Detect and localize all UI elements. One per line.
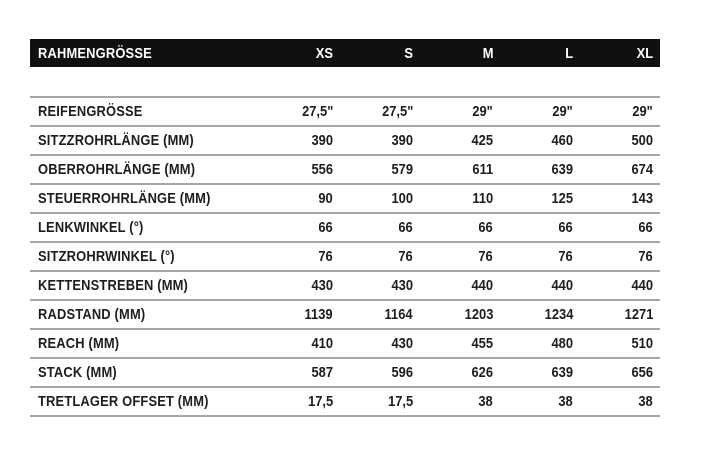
row-value-text: 480 <box>551 335 573 352</box>
row-value-text: 611 <box>472 161 493 178</box>
row-value-text: 66 <box>478 219 493 236</box>
row-value <box>333 133 413 148</box>
row-value-text: 29" <box>632 103 653 120</box>
row-value <box>253 278 333 293</box>
row-value-text: 1271 <box>624 306 653 323</box>
row-label-text: REACH (MM) <box>38 335 120 352</box>
header-spacer <box>30 67 660 96</box>
row-value <box>493 220 573 235</box>
row-value <box>493 336 573 351</box>
header-col-l <box>493 46 573 61</box>
row-label-text: SITZZROHRLÄNGE (MM) <box>38 132 194 149</box>
row-value-text: 90 <box>318 190 333 207</box>
row-label <box>30 365 253 380</box>
row-value-text: 66 <box>558 219 573 236</box>
row-value-text: 440 <box>471 277 493 294</box>
table-row <box>30 154 660 183</box>
row-value <box>253 336 333 351</box>
table-row <box>30 96 660 125</box>
table-row <box>30 241 660 270</box>
row-label <box>30 336 253 351</box>
row-value <box>333 394 413 409</box>
row-value-text: 430 <box>391 335 413 352</box>
row-value <box>253 162 333 177</box>
row-label <box>30 133 253 148</box>
table-row <box>30 183 660 212</box>
row-value-text: 76 <box>398 248 413 265</box>
row-value <box>493 191 573 206</box>
row-value <box>493 133 573 148</box>
header-label <box>30 46 253 61</box>
row-label <box>30 162 253 177</box>
table-body <box>30 96 660 417</box>
row-label <box>30 307 253 322</box>
row-value-text: 460 <box>551 132 573 149</box>
row-value <box>413 365 493 380</box>
row-value <box>573 249 653 264</box>
header-col-text: M <box>482 44 493 62</box>
row-value-text: 38 <box>478 393 493 410</box>
row-value-text: 639 <box>551 161 573 178</box>
row-value <box>253 249 333 264</box>
row-value-text: 425 <box>471 132 493 149</box>
row-value-text: 110 <box>472 190 493 207</box>
row-value <box>413 249 493 264</box>
row-value <box>573 336 653 351</box>
row-value <box>413 104 493 119</box>
row-value <box>413 394 493 409</box>
geometry-table <box>30 39 660 417</box>
row-value-text: 455 <box>471 335 493 352</box>
row-value <box>573 220 653 235</box>
row-value-text: 29" <box>552 103 573 120</box>
table-row <box>30 299 660 328</box>
row-value-text: 66 <box>638 219 653 236</box>
header-label-text: RAHMENGRÖSSE <box>38 44 152 62</box>
row-value-text: 1234 <box>544 306 573 323</box>
row-value-text: 38 <box>558 393 573 410</box>
row-value <box>413 307 493 322</box>
row-label-text: LENKWINKEL (°) <box>38 219 144 236</box>
row-value <box>333 278 413 293</box>
table-row <box>30 270 660 299</box>
row-value <box>413 220 493 235</box>
row-value-text: 27,5" <box>301 103 333 120</box>
header-col-m <box>413 46 493 61</box>
row-value-text: 579 <box>391 161 413 178</box>
row-value <box>333 191 413 206</box>
header-col-text: XL <box>636 44 653 62</box>
row-label <box>30 278 253 293</box>
row-value <box>493 278 573 293</box>
table-row <box>30 125 660 154</box>
row-label-text: TRETLAGER OFFSET (MM) <box>38 393 209 410</box>
row-value-text: 76 <box>558 248 573 265</box>
row-label-text: OBERROHRLÄNGE (MM) <box>38 161 196 178</box>
row-value <box>333 249 413 264</box>
row-value-text: 27,5" <box>381 103 413 120</box>
row-value <box>493 162 573 177</box>
row-value-text: 76 <box>318 248 333 265</box>
row-value <box>413 191 493 206</box>
row-value <box>333 336 413 351</box>
row-value <box>413 278 493 293</box>
row-value <box>333 104 413 119</box>
row-value-text: 76 <box>638 248 653 265</box>
row-label-text: RADSTAND (MM) <box>38 306 146 323</box>
row-value <box>253 104 333 119</box>
table-row <box>30 212 660 241</box>
row-value <box>493 104 573 119</box>
row-value-text: 38 <box>638 393 653 410</box>
row-value <box>493 394 573 409</box>
table-row <box>30 386 660 415</box>
row-value-text: 76 <box>478 248 493 265</box>
row-label <box>30 394 253 409</box>
row-label <box>30 249 253 264</box>
row-value-text: 390 <box>311 132 333 149</box>
row-value-text: 674 <box>631 161 653 178</box>
row-value-text: 510 <box>631 335 653 352</box>
row-value-text: 626 <box>471 364 493 381</box>
row-value <box>413 162 493 177</box>
row-value <box>333 162 413 177</box>
row-value <box>573 162 653 177</box>
row-value <box>333 220 413 235</box>
row-value-text: 1203 <box>464 306 493 323</box>
row-value <box>573 394 653 409</box>
row-value-text: 66 <box>398 219 413 236</box>
row-label-text: REIFENGRÖSSE <box>38 103 143 120</box>
row-label <box>30 104 253 119</box>
row-value-text: 410 <box>311 335 333 352</box>
row-value-text: 656 <box>631 364 653 381</box>
row-value <box>413 336 493 351</box>
row-value-text: 639 <box>551 364 573 381</box>
row-value <box>493 249 573 264</box>
header-col-s <box>333 46 413 61</box>
row-label <box>30 220 253 235</box>
table-header-row <box>30 39 660 67</box>
header-col-text: L <box>565 44 573 62</box>
row-value <box>333 307 413 322</box>
row-value-text: 17,5 <box>307 393 333 410</box>
row-value <box>253 394 333 409</box>
row-value <box>333 365 413 380</box>
row-value-text: 1139 <box>305 306 333 323</box>
row-value-text: 29" <box>472 103 493 120</box>
row-value <box>413 133 493 148</box>
row-value <box>253 191 333 206</box>
row-value-text: 17,5 <box>387 393 413 410</box>
table-row <box>30 357 660 386</box>
row-value <box>253 133 333 148</box>
row-value-text: 125 <box>551 190 573 207</box>
row-value-text: 1164 <box>385 306 413 323</box>
row-value-text: 587 <box>311 364 333 381</box>
header-col-xl <box>573 46 653 61</box>
row-value-text: 596 <box>391 364 413 381</box>
row-value <box>573 365 653 380</box>
row-value <box>573 133 653 148</box>
row-value <box>493 365 573 380</box>
row-value <box>253 307 333 322</box>
row-value <box>573 307 653 322</box>
row-value <box>253 220 333 235</box>
table-row <box>30 328 660 357</box>
row-value-text: 100 <box>391 190 413 207</box>
row-label <box>30 191 253 206</box>
row-value <box>493 307 573 322</box>
row-value-text: 143 <box>631 190 653 207</box>
row-value-text: 556 <box>311 161 333 178</box>
header-col-text: XS <box>315 44 333 62</box>
row-value-text: 430 <box>311 277 333 294</box>
row-value-text: 440 <box>631 277 653 294</box>
row-label-text: STACK (MM) <box>38 364 117 381</box>
row-value <box>253 365 333 380</box>
header-col-text: S <box>404 44 413 62</box>
row-value-text: 430 <box>391 277 413 294</box>
row-value-text: 500 <box>631 132 653 149</box>
header-col-xs <box>253 46 333 61</box>
row-value <box>573 104 653 119</box>
row-value-text: 66 <box>318 219 333 236</box>
row-label-text: KETTENSTREBEN (MM) <box>38 277 189 294</box>
row-value <box>573 191 653 206</box>
row-value-text: 440 <box>551 277 573 294</box>
row-value-text: 390 <box>391 132 413 149</box>
row-value <box>573 278 653 293</box>
row-label-text: SITZROHRWINKEL (°) <box>38 248 175 265</box>
row-label-text: STEUERROHRLÄNGE (MM) <box>38 190 211 207</box>
